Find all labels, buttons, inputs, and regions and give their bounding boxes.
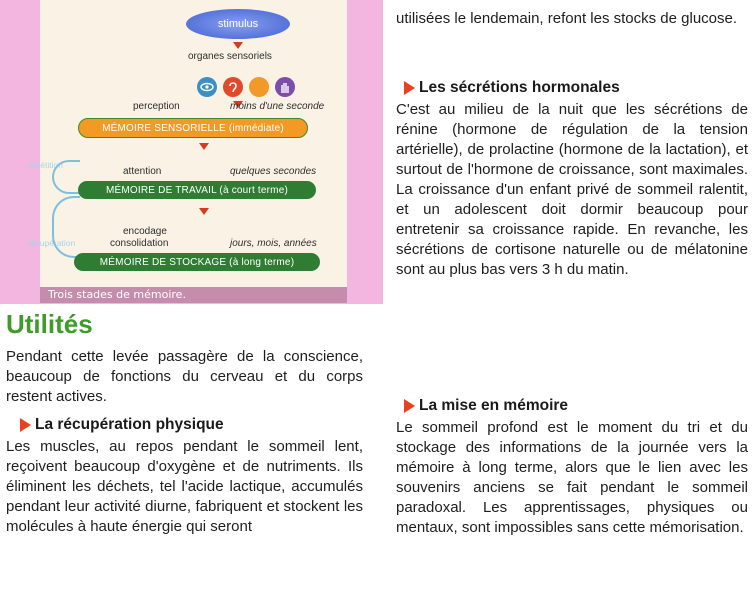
recuperation-loop-arrow (52, 196, 80, 258)
triangle-bullet-icon (20, 418, 31, 432)
memory-heading (404, 396, 568, 416)
figure-caption: Trois stades de mémoire. (48, 288, 186, 301)
triangle-bullet-icon (404, 399, 415, 413)
storage-memory-label: MÉMOIRE DE STOCKAGE (à long terme) (99, 256, 295, 268)
perception-time-label: moins d'une seconde (230, 101, 325, 112)
ear-icon (223, 77, 243, 97)
memory-heading-text: La mise en mémoire (419, 397, 569, 414)
eye-icon (197, 77, 217, 97)
touch-icon (275, 77, 295, 97)
section-title: Utilités (6, 309, 93, 339)
consolidation-time-label: jours, mois, années (230, 238, 317, 249)
recuperation-heading (20, 415, 224, 435)
working-memory-bar (78, 181, 316, 199)
storage-memory-bar (74, 253, 320, 271)
continuation-paragraph: utilisées le lendemain, refont les stocks de glucose. (396, 10, 738, 27)
stimulus-label: stimulus (217, 18, 259, 30)
recuperation-paragraph: Les muscles, au repos pendant le sommeil lent, reçoivent beaucoup d'oxygène et de nutriments. Ils éliminent les déchets, tel l'acide lactique, accumulés pendant leur activité diurne, fabriquent et stockent les molécules à haute énergie qui seront (6, 438, 363, 535)
memory-paragraph: Le sommeil profond est le moment du tri et du stockage des informations de la journée vers la mémoire à long terme, alors que le lien avec les souvenirs anciens se fait pendant le sommeil paradoxal. Les apprentissages, physiques ou mentaux, sont impossibles sans cette mémorisation. (396, 419, 748, 536)
repetition-loop-arrow (52, 160, 80, 194)
hormones-heading (404, 78, 620, 98)
arrow-down-icon (233, 42, 243, 49)
sense-organs-label: organes sensoriels (188, 51, 272, 62)
figure-diagram-area (28, 0, 347, 288)
sensory-memory-bar (78, 118, 308, 138)
perception-label: perception (133, 101, 180, 112)
sensory-memory-label: MÉMOIRE SENSORIELLE (immédiate) (102, 122, 284, 134)
arrow-down-icon (199, 143, 209, 150)
hormones-paragraph: C'est au milieu de la nuit que les sécrétions de rénine (hormone de régulation de la tension artérielle), de prolactine (hormone de la lactation), et surtout de l'hormone de croissance, sont maximales. La croissance d'un enfant privé de sommeil ralentit, et un adolescent doit dormir beaucoup pour entretenir sa croissance rapide. En revanche, les sécrétions de cortisone naturelle ou de mélatonine sont au plus bas vers 3 h du matin. (396, 101, 748, 278)
attention-time-label: quelques secondes (230, 166, 317, 177)
repetition-label: répétition (28, 160, 63, 170)
recuperation-heading-text: La récupération physique (35, 416, 224, 433)
consolidation-label: consolidation (110, 238, 169, 249)
arrow-down-icon (199, 208, 209, 215)
encoding-label: encodage (123, 226, 167, 237)
recuperation-label: récupération (28, 238, 76, 248)
memory-stages-figure (0, 0, 383, 304)
stimulus-ellipse (186, 9, 290, 39)
attention-label: attention (123, 166, 162, 177)
taste-icon (249, 77, 269, 97)
hormones-heading-text: Les sécrétions hormonales (419, 79, 620, 96)
intro-paragraph: Pendant cette levée passagère de la conscience, beaucoup de fonctions du cerveau et du corps restent actives. (6, 348, 363, 405)
working-memory-label: MÉMOIRE DE TRAVAIL (à court terme) (105, 184, 289, 196)
triangle-bullet-icon (404, 81, 415, 95)
figure-caption-bar (40, 287, 347, 303)
